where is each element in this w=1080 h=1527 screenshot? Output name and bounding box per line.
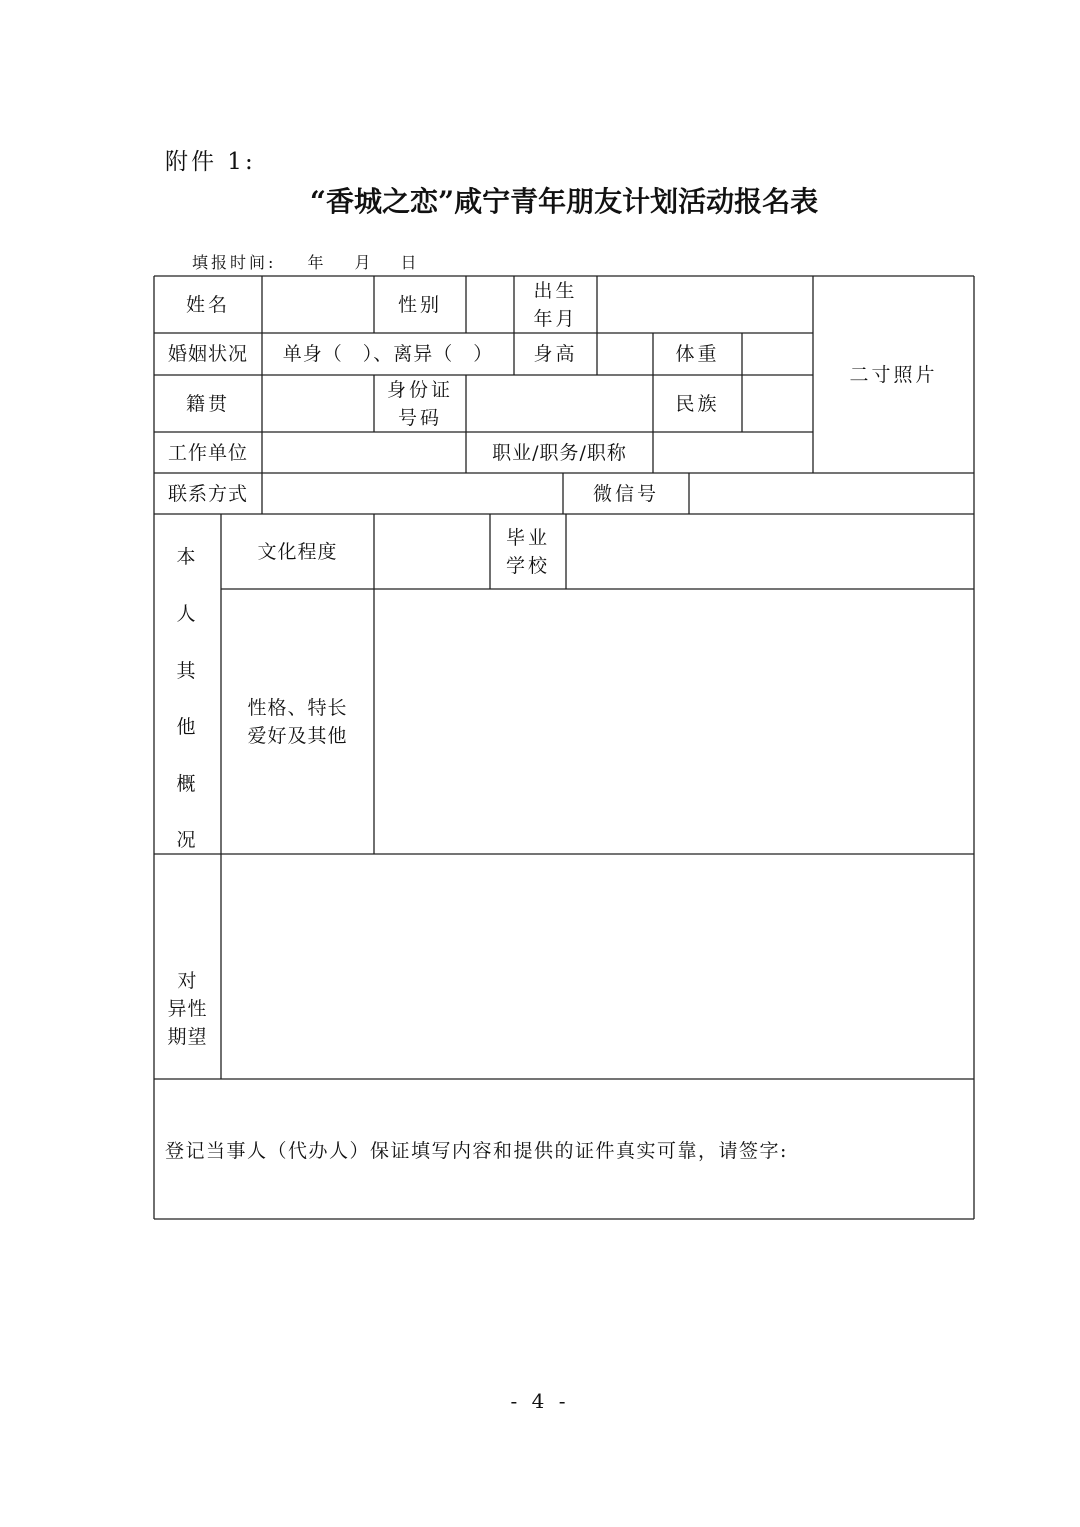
label-expectation-line: 异性 [167,998,208,1020]
fill-date-month[interactable]: 月 [354,253,374,272]
section-self-char: 概 [176,773,199,795]
label-marital-status: 婚姻状况 [167,343,248,365]
section-self-char: 本 [176,546,199,568]
label-school-line2: 学校 [505,554,550,577]
page-number: - 4 - [510,1389,570,1413]
label-gender: 性别 [397,293,442,316]
section-self-char: 况 [176,829,199,851]
attachment-label: 附件 1: [165,149,256,175]
label-personality-line1: 性格、特长 [247,696,348,719]
label-ethnicity: 民族 [675,392,720,415]
label-expectation [154,854,221,1164]
label-birth-line1: 出生 [533,279,578,302]
label-id-line1: 身份证 [386,378,453,401]
label-weight: 体重 [675,343,720,365]
label-contact: 联系方式 [167,482,248,505]
label-employer: 工作单位 [167,441,248,464]
label-native-place: 籍贯 [185,392,230,415]
marital-options[interactable]: 单身（ ）、离异（ ） [282,343,494,365]
label-name: 姓名 [185,293,230,316]
label-school [490,514,566,589]
label-personality [221,589,374,854]
label-education: 文化程度 [257,540,338,563]
label-id-number [374,375,466,432]
section-self-char: 其 [176,660,199,682]
section-self-char: 他 [176,716,199,738]
photo-placeholder: 二寸照片 [849,363,938,386]
label-expectation-line: 期望 [167,1026,208,1048]
label-birth-line2: 年月 [533,307,578,330]
fill-date-label: 填报时间: [192,253,277,272]
section-self-char: 人 [176,603,199,625]
label-wechat: 微信号 [592,482,659,505]
label-expectation-line: 对 [177,970,198,992]
label-occupation: 职业/职务/职称 [492,441,627,464]
fill-date-year[interactable]: 年 [307,253,327,272]
label-school-line1: 毕业 [505,526,550,549]
label-height: 身高 [533,343,578,365]
label-id-line2: 号码 [397,406,442,429]
label-personality-line2: 爱好及其他 [247,724,348,747]
declaration-text: 登记当事人（代办人）保证填写内容和提供的证件真实可靠，请签字: [165,1140,788,1162]
label-birth [514,276,597,333]
fill-date-day[interactable]: 日 [400,253,420,272]
form-title: “香城之恋”咸宁青年朋友计划活动报名表 [309,185,819,218]
